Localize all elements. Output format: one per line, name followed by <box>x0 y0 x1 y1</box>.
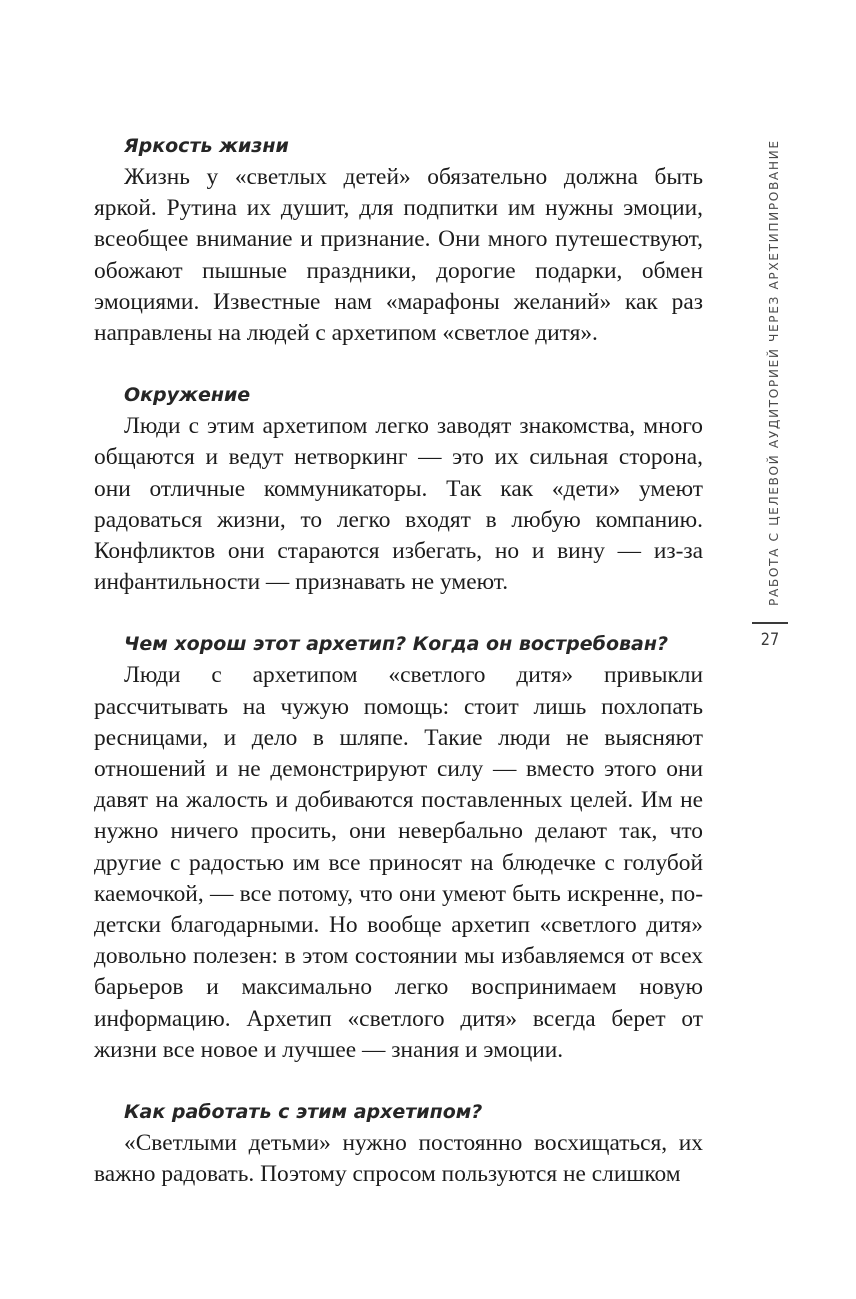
section-why-good <box>94 628 703 1066</box>
section-paragraph: Люди с этим архетипом легко заводят знакомства, много общаются и ведут нетворкинг — это их сильная сторона, они отличные коммуникаторы. Так как «дети» умеют радоваться жизни, то легко входят в любую компанию. Конфликтов они стараются избегать, но и вину — из-за инфантильности — признавать не умеют. <box>94 413 703 596</box>
section-paragraph: Жизнь у «светлых детей» обязательно должна быть яркой. Рутина их душит, для подпитки им нужны эмоции, всеобщее внимание и признание. Они много путешествуют, обожают пышные праздники, дорогие подарки, обмен эмоциями. Известные нам «марафоны желаний» как раз направлены на людей с архетипом «светлое дитя». <box>94 164 703 347</box>
section-environment <box>94 379 703 598</box>
section-title: Яркость жизни <box>124 135 289 157</box>
section-gap <box>94 349 703 379</box>
section-paragraph: «Светлыми детьми» нужно постоянно восхищаться, их важно радовать. Поэтому спросом пользуются не слишком <box>94 1130 703 1188</box>
section-gap <box>94 598 703 628</box>
page-number: 27 <box>760 630 780 650</box>
section-gap <box>94 1066 703 1096</box>
section-how-to-work <box>94 1096 703 1190</box>
section-title: Окружение <box>124 384 251 407</box>
section-title: Чем хорош этот архетип? Когда он востребован? <box>124 633 668 656</box>
running-head: РАБОТА С ЦЕЛЕВОЙ АУДИТОРИЕЙ ЧЕРЕЗ АРХЕТИПИРОВАНИЕ <box>767 139 781 606</box>
page-number-divider <box>752 622 788 624</box>
section-brightness-of-life <box>94 130 703 349</box>
section-title: Как работать с этим архетипом? <box>124 1101 483 1124</box>
text-column <box>94 130 703 1190</box>
section-paragraph: Люди с архетипом «светлого дитя» привыкли рассчитывать на чужую помощь: стоит лишь похлопать ресницами, и дело в шляпе. Такие люди не выясняют отношений и не демонстрируют силу — вместо этого они давят на жалость и добиваются поставленных целей. Им не нужно ничего просить, они невербально делают так, что другие с радостью им все приносят на блюдечке с голубой каемочкой, — все потому, что они умеют быть искренне, по-детски благодарными. Но вообще архетип «светлого дитя» довольно полезен: в этом состоянии мы избавляемся от всех барьеров и максимально легко воспринимаем новую информацию. Архетип «светлого дитя» всегда берет от жизни все новое и лучшее — знания и эмоции. <box>94 662 703 1063</box>
